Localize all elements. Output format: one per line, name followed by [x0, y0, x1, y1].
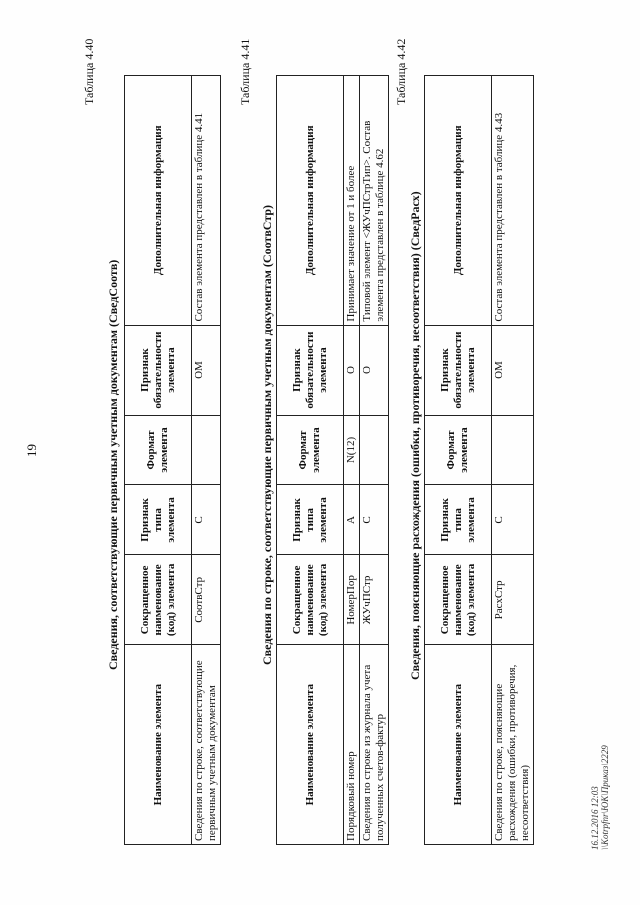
- cell: О: [344, 325, 360, 415]
- cell: О: [360, 325, 389, 415]
- cell: Порядковый номер: [344, 645, 360, 845]
- cell: [492, 415, 534, 485]
- cell: НомерПор: [344, 555, 360, 645]
- cell: РасхСтр: [492, 555, 534, 645]
- table-label-4-42: Таблица 4.42: [394, 38, 408, 105]
- cell: А: [344, 485, 360, 555]
- col-header: Сокращенное наименование (код) элемента: [277, 555, 344, 645]
- col-header: Наименование элемента: [125, 645, 192, 845]
- table-title-4-42: Сведения, поясняющие расхождения (ошибки, противоречия, несоответствия) (СведРасх): [408, 191, 422, 680]
- col-header: Наименование элемента: [277, 645, 344, 845]
- col-header: Наименование элемента: [425, 645, 492, 845]
- col-header: Сокращенное наименование (код) элемента: [425, 555, 492, 645]
- cell: Принимает значение от 1 и более: [344, 76, 360, 326]
- file-stamp-date: 16.12.2016 12:03: [590, 786, 600, 850]
- cell: С: [360, 485, 389, 555]
- table-4-42: [424, 75, 534, 845]
- cell: С: [492, 485, 534, 555]
- col-header: Признак типа элемента: [277, 485, 344, 555]
- col-header: Признак обязательности элемента: [425, 325, 492, 415]
- cell: С: [192, 485, 221, 555]
- cell: Сведения по строке, соответствующие первичным учетным документам: [192, 645, 221, 845]
- cell: N(12): [344, 415, 360, 485]
- cell: ОМ: [492, 325, 534, 415]
- table-4-40: [124, 75, 221, 845]
- cell: Состав элемента представлен в таблице 4.41: [192, 76, 221, 326]
- table-row: [360, 76, 389, 845]
- cell: ОМ: [192, 325, 221, 415]
- col-header: Дополнительная информация: [277, 76, 344, 326]
- table-row: [344, 76, 360, 845]
- header-row: [125, 76, 192, 845]
- col-header: Формат элемента: [125, 415, 192, 485]
- col-header: Признак типа элемента: [425, 485, 492, 555]
- col-header: Формат элемента: [277, 415, 344, 485]
- cell: ЖУчПСтр: [360, 555, 389, 645]
- col-header: Формат элемента: [425, 415, 492, 485]
- cell: Сведения по строке из журнала учета полученных счетов-фактур: [360, 645, 389, 845]
- table-row: [492, 76, 534, 845]
- cell: [192, 415, 221, 485]
- table-row: [192, 76, 221, 845]
- col-header: Признак обязательности элемента: [125, 325, 192, 415]
- col-header: Признак обязательности элемента: [277, 325, 344, 415]
- table-title-4-41: Сведения по строке, соответствующие первичным учетным документам (СоотвСтр): [260, 204, 274, 665]
- col-header: Сокращенное наименование (код) элемента: [125, 555, 192, 645]
- cell: Состав элемента представлен в таблице 4.43: [492, 76, 534, 326]
- page-number: 19: [24, 444, 39, 457]
- header-row: [277, 76, 344, 845]
- col-header: Признак типа элемента: [125, 485, 192, 555]
- table-title-4-40: Сведения, соответствующие первичным учетным документам (СведСоотв): [106, 259, 120, 670]
- col-header: Дополнительная информация: [425, 76, 492, 326]
- cell: [360, 415, 389, 485]
- file-stamp-path: \\Kotrpfnr\ЮК\Приказ\2229: [600, 745, 610, 850]
- cell: Сведения по строке, поясняющие расхождения (ошибки, противоречия, несоответствия): [492, 645, 534, 845]
- table-4-41: [276, 75, 389, 845]
- cell: Типовой элемент <ЖУчПСтрТип>. Состав элемента представлен в таблице 4.62: [360, 76, 389, 326]
- table-label-4-40: Таблица 4.40: [82, 38, 96, 105]
- cell: СоотвСтр: [192, 555, 221, 645]
- table-label-4-41: Таблица 4.41: [238, 38, 252, 105]
- header-row: [425, 76, 492, 845]
- col-header: Дополнительная информация: [125, 76, 192, 326]
- file-stamp: [590, 745, 610, 850]
